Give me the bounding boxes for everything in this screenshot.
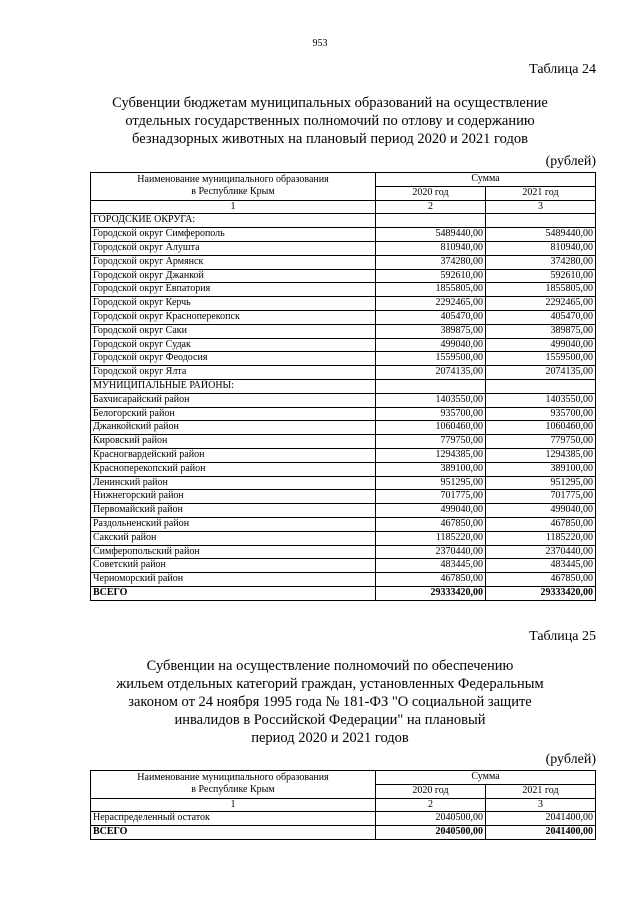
row-name: Белогорский район [91, 407, 376, 421]
table-row [91, 297, 596, 311]
page-number: 953 [312, 38, 328, 49]
row-value-2021: 499040,00 [486, 338, 596, 352]
total-label: ВСЕГО [91, 586, 376, 600]
table-row [91, 435, 596, 449]
header-name: Наименование муниципального образования [137, 173, 329, 185]
row-value-2021: 483445,00 [486, 559, 596, 573]
row-value-2020: 499040,00 [376, 338, 486, 352]
section-row [91, 214, 596, 228]
table-row [91, 324, 596, 338]
header-name-2: в Республике Крым [191, 186, 275, 198]
row-value-2020 [376, 379, 486, 393]
table-25-title [60, 657, 600, 747]
header-year-2020: 2020 год [376, 784, 486, 798]
row-name: Городской округ Феодосия [91, 352, 376, 366]
table-row [91, 531, 596, 545]
row-value-2020: 779750,00 [376, 435, 486, 449]
row-value-2020: 1185220,00 [376, 531, 486, 545]
table-row [91, 228, 596, 242]
table-25-units: (рублей) [545, 752, 596, 767]
table-row [91, 366, 596, 380]
table-25-label: Таблица 25 [529, 629, 596, 644]
row-value-2021: 389875,00 [486, 324, 596, 338]
header-sum: Сумма [376, 173, 596, 187]
row-name: Джанкойский район [91, 421, 376, 435]
table-row [91, 310, 596, 324]
table-row [91, 517, 596, 531]
header-year-2021: 2021 год [486, 186, 596, 200]
header-name-2: в Республике Крым [191, 784, 275, 796]
row-value-2021: 389100,00 [486, 462, 596, 476]
row-name: Нераспределенный остаток [91, 812, 376, 826]
row-value-2020: 1559500,00 [376, 352, 486, 366]
row-name: Городской округ Симферополь [91, 228, 376, 242]
header-name-cell [91, 173, 376, 201]
title-line: инвалидов в Российской Федерации" на плановый [174, 712, 486, 728]
row-name: Городской округ Алушта [91, 241, 376, 255]
title-line: законом от 24 ноября 1995 года № 181-ФЗ "О социальной защите [128, 694, 532, 710]
row-name: Городской округ Джанкой [91, 269, 376, 283]
header-sum: Сумма [376, 771, 596, 785]
table-row [91, 559, 596, 573]
total-value-2021: 29333420,00 [486, 586, 596, 600]
row-value-2020: 499040,00 [376, 504, 486, 518]
row-value-2021: 1060460,00 [486, 421, 596, 435]
total-value-2021: 2041400,00 [486, 826, 596, 840]
table-row [91, 407, 596, 421]
table-row [91, 241, 596, 255]
total-row [91, 826, 596, 840]
title-line: Субвенции на осуществление полномочий по обеспечению [146, 658, 514, 674]
row-value-2021: 1403550,00 [486, 393, 596, 407]
total-value-2020: 2040500,00 [376, 826, 486, 840]
table-24-units: (рублей) [545, 154, 596, 169]
header-year-2021: 2021 год [486, 784, 596, 798]
row-value-2020: 701775,00 [376, 490, 486, 504]
row-value-2020: 5489440,00 [376, 228, 486, 242]
column-number: 2 [376, 200, 486, 214]
row-value-2020: 389100,00 [376, 462, 486, 476]
table-24-label: Таблица 24 [529, 62, 596, 77]
row-name: Городской округ Ялта [91, 366, 376, 380]
row-value-2020: 810940,00 [376, 241, 486, 255]
row-name: Ленинский район [91, 476, 376, 490]
row-name: ГОРОДСКИЕ ОКРУГА: [91, 214, 376, 228]
row-value-2021: 1855805,00 [486, 283, 596, 297]
title-line: отдельных государственных полномочий по отлову и содержанию [125, 113, 535, 129]
row-value-2021 [486, 379, 596, 393]
row-name: МУНИЦИПАЛЬНЫЕ РАЙОНЫ: [91, 379, 376, 393]
table-row [91, 476, 596, 490]
table-row [91, 573, 596, 587]
table-row [91, 504, 596, 518]
row-name: Советский район [91, 559, 376, 573]
row-value-2021: 951295,00 [486, 476, 596, 490]
row-value-2020: 592610,00 [376, 269, 486, 283]
header-year-2020: 2020 год [376, 186, 486, 200]
section-row [91, 379, 596, 393]
row-value-2021: 2074135,00 [486, 366, 596, 380]
column-numbers-row [91, 798, 596, 812]
row-value-2020: 2292465,00 [376, 297, 486, 311]
row-value-2020: 1060460,00 [376, 421, 486, 435]
header-row [91, 771, 596, 785]
header-name-cell [91, 771, 376, 799]
row-name: Городской округ Керчь [91, 297, 376, 311]
row-value-2021: 5489440,00 [486, 228, 596, 242]
row-name: Бахчисарайский район [91, 393, 376, 407]
row-value-2021: 467850,00 [486, 517, 596, 531]
row-value-2020: 935700,00 [376, 407, 486, 421]
row-value-2021: 1294385,00 [486, 448, 596, 462]
row-value-2021: 499040,00 [486, 504, 596, 518]
row-value-2020: 1294385,00 [376, 448, 486, 462]
row-value-2021: 405470,00 [486, 310, 596, 324]
row-value-2021: 701775,00 [486, 490, 596, 504]
row-name: Симферопольский район [91, 545, 376, 559]
row-value-2020: 467850,00 [376, 517, 486, 531]
row-value-2020: 374280,00 [376, 255, 486, 269]
row-value-2021: 2292465,00 [486, 297, 596, 311]
row-value-2021: 810940,00 [486, 241, 596, 255]
table-row [91, 352, 596, 366]
total-row [91, 586, 596, 600]
total-value-2020: 29333420,00 [376, 586, 486, 600]
row-value-2020: 2074135,00 [376, 366, 486, 380]
row-value-2021: 1185220,00 [486, 531, 596, 545]
row-name: Раздольненский район [91, 517, 376, 531]
row-value-2020: 1855805,00 [376, 283, 486, 297]
row-value-2021: 592610,00 [486, 269, 596, 283]
title-line: Субвенции бюджетам муниципальных образований на осуществление [112, 95, 548, 111]
table-row [91, 393, 596, 407]
row-value-2020: 405470,00 [376, 310, 486, 324]
row-name: Нижнегорский район [91, 490, 376, 504]
row-name: Красногвардейский район [91, 448, 376, 462]
table-row [91, 338, 596, 352]
row-value-2021 [486, 214, 596, 228]
row-value-2021: 374280,00 [486, 255, 596, 269]
table-row [91, 421, 596, 435]
row-name: Черноморский район [91, 573, 376, 587]
column-number: 1 [91, 798, 376, 812]
row-name: Городской округ Красноперекопск [91, 310, 376, 324]
row-value-2021: 2041400,00 [486, 812, 596, 826]
table-24-title [60, 94, 600, 148]
row-value-2020: 951295,00 [376, 476, 486, 490]
table-row [91, 462, 596, 476]
row-value-2021: 2370440,00 [486, 545, 596, 559]
row-value-2021: 779750,00 [486, 435, 596, 449]
table-row [91, 812, 596, 826]
column-number: 3 [486, 200, 596, 214]
row-value-2020: 483445,00 [376, 559, 486, 573]
row-value-2020: 2040500,00 [376, 812, 486, 826]
row-name: Сакский район [91, 531, 376, 545]
row-name: Городской округ Армянск [91, 255, 376, 269]
column-number: 2 [376, 798, 486, 812]
row-name: Городской округ Судак [91, 338, 376, 352]
column-number: 3 [486, 798, 596, 812]
table-25 [90, 770, 596, 840]
title-line: жильем отдельных категорий граждан, установленных Федеральным [116, 676, 544, 692]
column-numbers-row [91, 200, 596, 214]
table-row [91, 283, 596, 297]
header-name: Наименование муниципального образования [137, 771, 329, 783]
row-value-2020: 389875,00 [376, 324, 486, 338]
row-value-2020 [376, 214, 486, 228]
row-name: Первомайский район [91, 504, 376, 518]
table-row [91, 545, 596, 559]
row-value-2021: 935700,00 [486, 407, 596, 421]
row-value-2021: 1559500,00 [486, 352, 596, 366]
total-label: ВСЕГО [91, 826, 376, 840]
title-line: период 2020 и 2021 годов [251, 730, 409, 746]
table-row [91, 448, 596, 462]
table-row [91, 269, 596, 283]
row-value-2020: 2370440,00 [376, 545, 486, 559]
row-name: Городской округ Евпатория [91, 283, 376, 297]
row-value-2020: 1403550,00 [376, 393, 486, 407]
row-value-2021: 467850,00 [486, 573, 596, 587]
column-number: 1 [91, 200, 376, 214]
table-row [91, 255, 596, 269]
header-row [91, 173, 596, 187]
row-name: Красноперекопский район [91, 462, 376, 476]
row-name: Городской округ Саки [91, 324, 376, 338]
table-24 [90, 172, 596, 601]
row-name: Кировский район [91, 435, 376, 449]
title-line: безнадзорных животных на плановый период 2020 и 2021 годов [132, 131, 528, 147]
table-row [91, 490, 596, 504]
row-value-2020: 467850,00 [376, 573, 486, 587]
